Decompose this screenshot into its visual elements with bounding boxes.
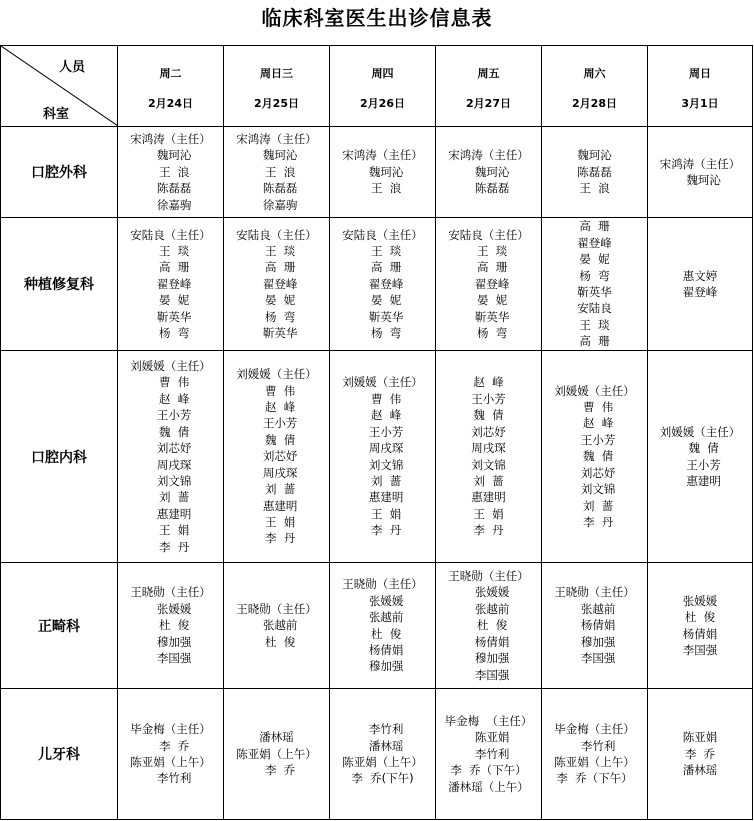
doctor-name: 宋鸿涛（主任） — [236, 131, 317, 146]
staff-label: 人员 — [58, 60, 85, 75]
doctor-list — [542, 218, 647, 349]
doctor-name: 张媛媛 — [149, 601, 192, 616]
doctor-name: 周戌琛 — [149, 457, 192, 472]
doctor-name: 惠文婷 — [682, 268, 718, 283]
doctor-name: 晏 妮 — [151, 293, 190, 308]
doctor-name: 刘 蔷 — [575, 498, 614, 513]
schedule-cell — [542, 351, 648, 563]
doctor-name: 李 乔 — [151, 738, 190, 753]
doctor-list — [330, 576, 435, 674]
doctor-name: 王 琰 — [257, 243, 296, 258]
doctor-name: 潘林瑶 — [259, 730, 294, 745]
doctor-name: 王 浪 — [363, 181, 402, 196]
doctor-name: 李竹利 — [573, 738, 616, 753]
doctor-name: 周戌琛 — [255, 465, 298, 480]
doctor-name: 陈磊磊 — [467, 181, 510, 196]
doctor-name: 王 娟 — [473, 506, 504, 521]
doctor-name: 靳英华 — [361, 309, 404, 324]
doctor-name: 李 乔（下午） — [556, 771, 633, 786]
schedule-cell — [224, 689, 330, 820]
doctor-name: 刘芯妤 — [255, 449, 298, 464]
doctor-name: 杜 俊 — [469, 618, 508, 633]
doctor-name: 高 珊 — [579, 219, 610, 234]
doctor-name: 王 浪 — [257, 164, 296, 179]
doctor-name: 李国强 — [682, 642, 718, 657]
doctor-name: 魏珂沁 — [467, 164, 510, 179]
doctor-name: 杨倩娟 — [682, 626, 718, 641]
doctor-list — [330, 227, 435, 342]
doctor-name: 李竹利 — [361, 722, 404, 737]
doctor-list — [542, 147, 647, 196]
doctor-name: 靳英华 — [255, 326, 298, 341]
schedule-cell — [330, 127, 436, 218]
doctor-name: 宋鸿涛（主任） — [659, 156, 741, 171]
doctor-list — [648, 593, 752, 659]
doctor-name: 魏 倩 — [473, 408, 504, 423]
doctor-name: 陈亚娟 — [682, 730, 718, 745]
schedule-cell — [542, 689, 648, 820]
weekday-label: 周日 — [689, 67, 711, 80]
schedule-cell — [330, 218, 436, 351]
doctor-name: 陈亚娟（上午） — [236, 746, 317, 761]
doctor-name: 陈磊磊 — [255, 181, 298, 196]
doctor-list — [648, 424, 752, 490]
doctor-name: 李 乔（下午） — [450, 763, 527, 778]
schedule-cell — [118, 351, 224, 563]
doctor-name: 杜 俊 — [257, 634, 296, 649]
doctor-name: 王小芳 — [679, 457, 721, 472]
doctor-name: 刘 蔷 — [473, 473, 504, 488]
doctor-name: 安陆良（主任） — [130, 227, 211, 242]
doctor-list — [224, 729, 329, 778]
doctor-list — [330, 374, 435, 538]
doctor-name: 刘文锦 — [471, 457, 506, 472]
doctor-name: 张越前 — [361, 610, 404, 625]
doctor-list — [118, 721, 223, 787]
doctor-name: 王 浪 — [151, 164, 190, 179]
doctor-list — [224, 227, 329, 342]
doctor-name: 李 丹 — [151, 539, 190, 554]
weekday-label: 周四 — [371, 67, 394, 80]
doctor-name: 赵 峰 — [575, 416, 614, 431]
doctor-name: 王晓勋（主任） — [236, 601, 317, 616]
date-label: 2月26日 — [360, 97, 405, 110]
doctor-name: 李 丹 — [257, 531, 296, 546]
doctor-name: 王 浪 — [579, 181, 610, 196]
doctor-name: 惠建明 — [149, 506, 192, 521]
schedule-cell — [648, 689, 753, 820]
doctor-name: 安陆良 — [577, 301, 612, 316]
department-row — [1, 563, 753, 689]
doctor-name: 王小芳 — [471, 391, 506, 406]
doctor-name: 翟登峰 — [682, 285, 718, 299]
doctor-name: 杨 弯 — [363, 326, 402, 341]
day-header — [648, 46, 753, 127]
doctor-name: 安陆良（主任） — [448, 227, 529, 242]
doctor-name: 魏 倩 — [257, 432, 296, 447]
doctor-name: 潘林瑶 — [361, 738, 404, 753]
doctor-name: 杨 弯 — [579, 268, 610, 283]
doctor-name: 魏 倩 — [681, 441, 719, 456]
doctor-name: 杨倩娟 — [573, 618, 616, 633]
doctor-name: 刘芯妤 — [149, 441, 192, 456]
department-name: 儿牙科 — [1, 689, 118, 820]
doctor-name: 穆加强 — [149, 634, 192, 649]
doctor-list — [436, 568, 541, 683]
department-row — [1, 689, 753, 820]
doctor-name: 曹 伟 — [151, 375, 190, 390]
doctor-name: 穆加强 — [573, 634, 616, 649]
doctor-name: 刘媛媛（主任） — [130, 359, 211, 374]
doctor-name: 刘 蔷 — [257, 482, 296, 497]
date-label: 2月28日 — [572, 97, 617, 110]
schedule-cell — [436, 689, 542, 820]
doctor-name: 宋鸿涛（主任） — [448, 148, 529, 163]
doctor-name: 王晓勋（主任） — [342, 577, 423, 592]
doctor-name: 王小芳 — [573, 432, 616, 447]
doctor-name: 高 珊 — [579, 334, 610, 349]
day-header — [224, 46, 330, 127]
doctor-name: 李 乔(下午) — [351, 771, 414, 786]
department-name: 口腔外科 — [1, 127, 118, 218]
doctor-name: 翟登峰 — [467, 276, 510, 291]
doctor-name: 魏 倩 — [575, 449, 614, 464]
doctor-name: 徐嘉驹 — [255, 197, 298, 212]
doctor-name: 王 琰 — [579, 317, 610, 332]
schedule-cell — [542, 127, 648, 218]
doctor-name: 李 丹 — [473, 523, 504, 538]
doctor-name: 穆加强 — [361, 659, 404, 674]
doctor-name: 刘文锦 — [361, 457, 404, 472]
schedule-cell — [648, 351, 753, 563]
doctor-name: 陈亚娟（上午） — [554, 755, 635, 769]
doctor-name: 魏珂沁 — [149, 148, 192, 163]
doctor-list — [224, 366, 329, 546]
doctor-list — [436, 713, 541, 795]
doctor-list — [118, 584, 223, 666]
doctor-name: 刘文锦 — [149, 473, 192, 488]
doctor-name: 李 丹 — [575, 514, 614, 529]
department-row — [1, 351, 753, 563]
doctor-name: 张越前 — [467, 601, 510, 616]
department-name: 正畸科 — [1, 563, 118, 689]
schedule-cell — [118, 563, 224, 689]
doctor-name: 李 丹 — [363, 523, 402, 538]
schedule-cell — [224, 351, 330, 563]
doctor-list — [224, 601, 329, 650]
doctor-name: 李竹利 — [149, 771, 192, 786]
schedule-cell — [542, 218, 648, 351]
page-title: 临床科室医生出诊信息表 — [261, 6, 493, 30]
schedule-cell — [648, 127, 753, 218]
day-header — [542, 46, 648, 127]
doctor-name: 王小芳 — [255, 416, 298, 431]
doctor-name: 陈磊磊 — [149, 181, 192, 196]
doctor-list — [648, 268, 752, 301]
doctor-name: 王晓勋（主任） — [130, 585, 211, 600]
weekday-label: 周五 — [477, 67, 500, 80]
doctor-name: 王 琰 — [363, 243, 402, 258]
doctor-name: 刘 蔷 — [363, 473, 402, 488]
doctor-name: 晏 妮 — [257, 293, 296, 308]
schedule-cell — [224, 563, 330, 689]
doctor-name: 赵 峰 — [151, 391, 190, 406]
doctor-list — [436, 147, 541, 196]
doctor-name: 李 乔 — [257, 763, 296, 778]
schedule-cell — [648, 218, 753, 351]
doctor-list — [224, 131, 329, 213]
doctor-name: 惠建明 — [255, 498, 298, 513]
doctor-name: 王 娟 — [257, 514, 296, 529]
doctor-name: 刘媛媛（主任） — [554, 383, 635, 398]
corner-header — [1, 46, 118, 127]
doctor-list — [330, 147, 435, 196]
doctor-name: 刘 蔷 — [151, 490, 190, 505]
doctor-name: 宋鸿涛（主任） — [342, 148, 423, 163]
weekday-label: 周日三 — [260, 67, 293, 80]
doctor-name: 翟登峰 — [255, 276, 298, 291]
doctor-name: 高 珊 — [257, 260, 296, 275]
doctor-name: 刘媛媛（主任） — [236, 367, 317, 382]
doctor-name: 毕金梅 （主任） — [444, 713, 533, 728]
doctor-name: 王小芳 — [361, 424, 404, 439]
doctor-name: 杨倩娟 — [361, 642, 404, 657]
doctor-name: 王晓勋（主任） — [448, 569, 529, 584]
doctor-name: 陈亚娟（上午） — [130, 755, 211, 769]
doctor-name: 刘媛媛（主任） — [342, 375, 423, 390]
doctor-name: 毕金梅（主任） — [130, 722, 211, 737]
doctor-name: 靳英华 — [467, 309, 510, 324]
doctor-name: 曹 伟 — [257, 383, 296, 398]
doctor-name: 张越前 — [255, 618, 298, 633]
doctor-name: 惠建明 — [679, 473, 721, 488]
doctor-name: 宋鸿涛（主任） — [130, 131, 211, 146]
doctor-list — [542, 584, 647, 666]
doctor-name: 王 琰 — [151, 243, 190, 258]
doctor-list — [118, 358, 223, 555]
doctor-list — [330, 721, 435, 787]
doctor-name: 晏 妮 — [363, 293, 402, 308]
department-row — [1, 218, 753, 351]
doctor-name: 魏 倩 — [151, 424, 190, 439]
doctor-name: 李国强 — [467, 667, 510, 682]
date-label: 3月1日 — [681, 97, 719, 110]
doctor-name: 杜 俊 — [363, 626, 402, 641]
doctor-name: 安陆良（主任） — [342, 227, 423, 242]
doctor-name: 周戌琛 — [361, 441, 404, 456]
doctor-name: 赵 峰 — [257, 400, 296, 415]
day-header — [436, 46, 542, 127]
doctor-name: 张媛媛 — [467, 585, 510, 600]
doctor-list — [648, 729, 752, 778]
doctor-name: 刘芯妤 — [471, 424, 506, 439]
day-header — [118, 46, 224, 127]
schedule-cell — [118, 218, 224, 351]
doctor-list — [542, 383, 647, 531]
weekday-label: 周二 — [159, 67, 182, 80]
doctor-list — [118, 227, 223, 342]
doctor-name: 赵 峰 — [473, 375, 504, 390]
department-label: 科室 — [43, 107, 70, 122]
doctor-name: 晏 妮 — [469, 293, 508, 308]
doctor-name: 魏珂沁 — [255, 148, 298, 163]
doctor-name: 李国强 — [149, 651, 192, 666]
doctor-name: 赵 峰 — [363, 408, 402, 423]
doctor-name: 杨倩娟 — [467, 634, 510, 649]
doctor-name: 杨 弯 — [469, 326, 508, 341]
doctor-name: 安陆良（主任） — [236, 227, 317, 242]
schedule-cell — [224, 218, 330, 351]
doctor-name: 周戌琛 — [471, 441, 506, 456]
doctor-name: 高 珊 — [363, 260, 402, 275]
doctor-name: 穆加强 — [467, 651, 510, 666]
doctor-name: 魏珂沁 — [679, 173, 721, 187]
doctor-name: 李竹利 — [467, 746, 510, 761]
doctor-name: 魏珂沁 — [361, 164, 404, 179]
schedule-cell — [436, 351, 542, 563]
weekday-label: 周六 — [583, 67, 606, 80]
doctor-name: 惠建明 — [471, 490, 506, 505]
doctor-name: 曹 伟 — [363, 391, 402, 406]
doctor-list — [118, 131, 223, 213]
schedule-cell — [330, 689, 436, 820]
doctor-name: 陈亚娟 — [467, 730, 510, 745]
doctor-name: 高 珊 — [469, 260, 508, 275]
schedule-cell — [436, 127, 542, 218]
doctor-name: 杨 弯 — [151, 326, 190, 341]
doctor-list — [436, 227, 541, 342]
doctor-name: 晏 妮 — [579, 252, 610, 267]
doctor-list — [648, 156, 752, 189]
schedule-cell — [118, 127, 224, 218]
schedule-cell — [542, 563, 648, 689]
doctor-name: 张媛媛 — [361, 593, 404, 608]
doctor-name: 翟登峰 — [149, 276, 192, 291]
schedule-cell — [118, 689, 224, 820]
doctor-name: 靳英华 — [577, 285, 612, 299]
schedule-cell — [436, 563, 542, 689]
schedule-body — [1, 127, 753, 820]
doctor-name: 李国强 — [573, 651, 616, 666]
doctor-name: 张越前 — [573, 601, 616, 616]
doctor-name: 杜 俊 — [151, 618, 190, 633]
doctor-name: 翟登峰 — [577, 235, 612, 250]
doctor-name: 陈磊磊 — [577, 164, 612, 179]
doctor-name: 李 乔 — [684, 746, 716, 761]
doctor-name: 高 珊 — [151, 260, 190, 275]
doctor-name: 刘文锦 — [573, 482, 616, 497]
date-label: 2月24日 — [148, 97, 193, 110]
doctor-name: 王 娟 — [363, 506, 402, 521]
header-row — [1, 46, 753, 127]
schedule-cell — [648, 563, 753, 689]
doctor-name: 杨 弯 — [257, 309, 296, 324]
date-label: 2月27日 — [466, 97, 511, 110]
department-name: 种植修复科 — [1, 218, 118, 351]
doctor-name: 潘林瑶 — [682, 763, 718, 778]
schedule-table — [0, 45, 753, 820]
doctor-name: 潘林瑶（上午） — [448, 779, 529, 794]
doctor-name: 翟登峰 — [361, 276, 404, 291]
doctor-name: 惠建明 — [361, 490, 404, 505]
doctor-name: 刘芯妤 — [573, 465, 616, 480]
doctor-name: 曹 伟 — [575, 400, 614, 415]
schedule-cell — [330, 563, 436, 689]
date-label: 2月25日 — [254, 97, 299, 110]
doctor-name: 陈亚娟（上午） — [342, 755, 423, 769]
doctor-name: 王 娟 — [151, 523, 190, 538]
doctor-list — [436, 374, 541, 538]
doctor-name: 张媛媛 — [682, 593, 718, 608]
schedule-cell — [436, 218, 542, 351]
doctor-name: 王晓勋（主任） — [554, 585, 635, 600]
department-row — [1, 127, 753, 218]
schedule-cell — [330, 351, 436, 563]
doctor-name: 魏珂沁 — [577, 148, 612, 163]
doctor-name: 刘媛媛（主任） — [659, 424, 741, 439]
doctor-name: 毕金梅（主任） — [554, 722, 635, 737]
doctor-name: 杜 俊 — [684, 610, 716, 625]
schedule-cell — [224, 127, 330, 218]
doctor-list — [542, 721, 647, 787]
department-name: 口腔内科 — [1, 351, 118, 563]
doctor-name: 王小芳 — [149, 408, 192, 423]
doctor-name: 靳英华 — [149, 309, 192, 324]
doctor-name: 徐嘉驹 — [149, 197, 192, 212]
day-header — [330, 46, 436, 127]
doctor-name: 王 琰 — [469, 243, 508, 258]
